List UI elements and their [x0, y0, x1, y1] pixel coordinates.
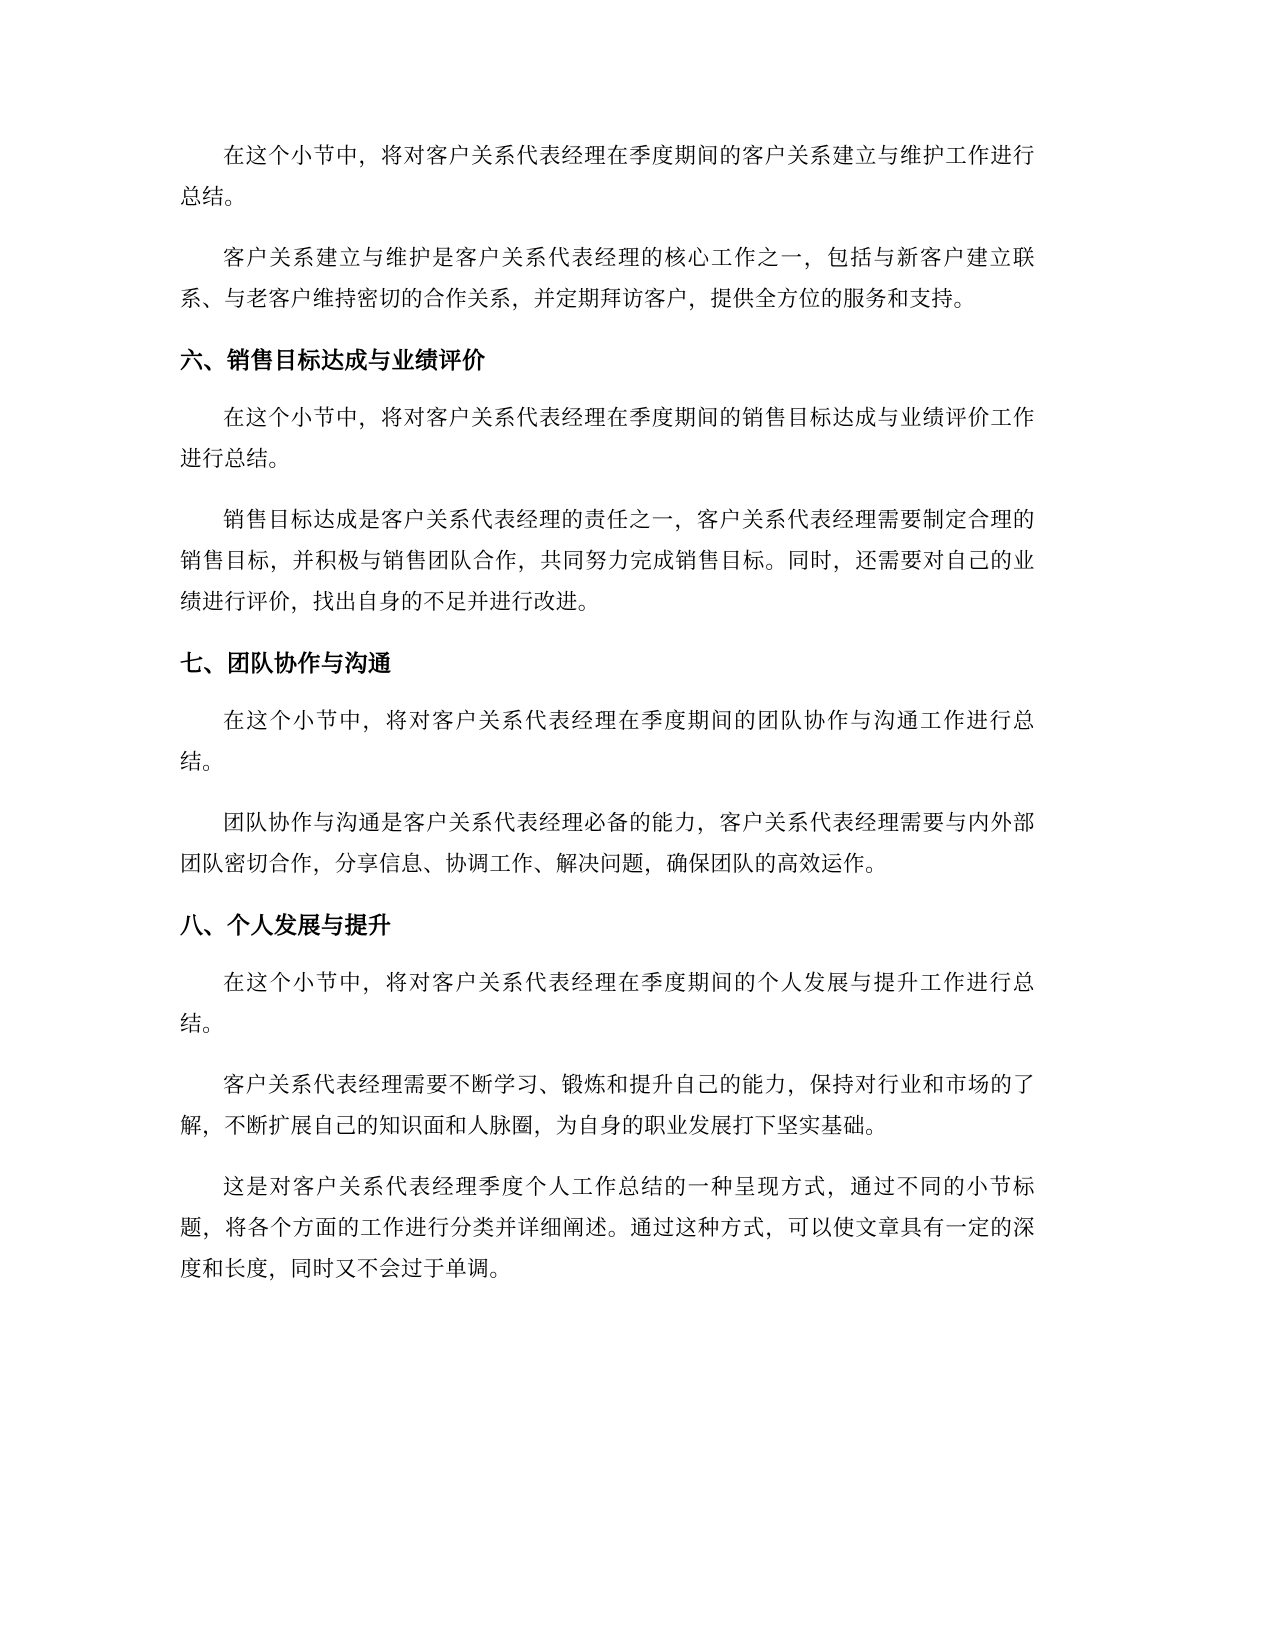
- paragraph: 在这个小节中，将对客户关系代表经理在季度期间的客户关系建立与维护工作进行总结。: [180, 144, 1035, 210]
- paragraph: 销售目标达成是客户关系代表经理的责任之一，客户关系代表经理需要制定合理的销售目标，并积极与销售团队合作，共同努力完成销售目标。同时，还需要对自己的业绩进行评价，找出自身的不足并进行改进。: [180, 508, 1035, 615]
- paragraph: 在这个小节中，将对客户关系代表经理在季度期间的个人发展与提升工作进行总结。: [180, 971, 1035, 1037]
- section-heading-6: 六、销售目标达成与业绩评价: [180, 348, 486, 374]
- paragraph: 客户关系代表经理需要不断学习、锻炼和提升自己的能力，保持对行业和市场的了解，不断扩展自己的知识面和人脉圈，为自身的职业发展打下坚实基础。: [180, 1073, 1035, 1139]
- paragraph: 在这个小节中，将对客户关系代表经理在季度期间的团队协作与沟通工作进行总结。: [180, 709, 1035, 775]
- section-heading-7: 七、团队协作与沟通: [180, 651, 392, 677]
- paragraph: 这是对客户关系代表经理季度个人工作总结的一种呈现方式，通过不同的小节标题，将各个方面的工作进行分类并详细阐述。通过这种方式，可以使文章具有一定的深度和长度，同时又不会过于单调。: [180, 1175, 1035, 1282]
- paragraph: 客户关系建立与维护是客户关系代表经理的核心工作之一，包括与新客户建立联系、与老客户维持密切的合作关系，并定期拜访客户，提供全方位的服务和支持。: [180, 246, 1035, 312]
- document-page: [180, 136, 1035, 1290]
- paragraph: 在这个小节中，将对客户关系代表经理在季度期间的销售目标达成与业绩评价工作进行总结。: [180, 406, 1035, 472]
- section-heading-8: 八、个人发展与提升: [180, 913, 392, 939]
- paragraph: 团队协作与沟通是客户关系代表经理必备的能力，客户关系代表经理需要与内外部团队密切合作，分享信息、协调工作、解决问题，确保团队的高效运作。: [180, 811, 1035, 877]
